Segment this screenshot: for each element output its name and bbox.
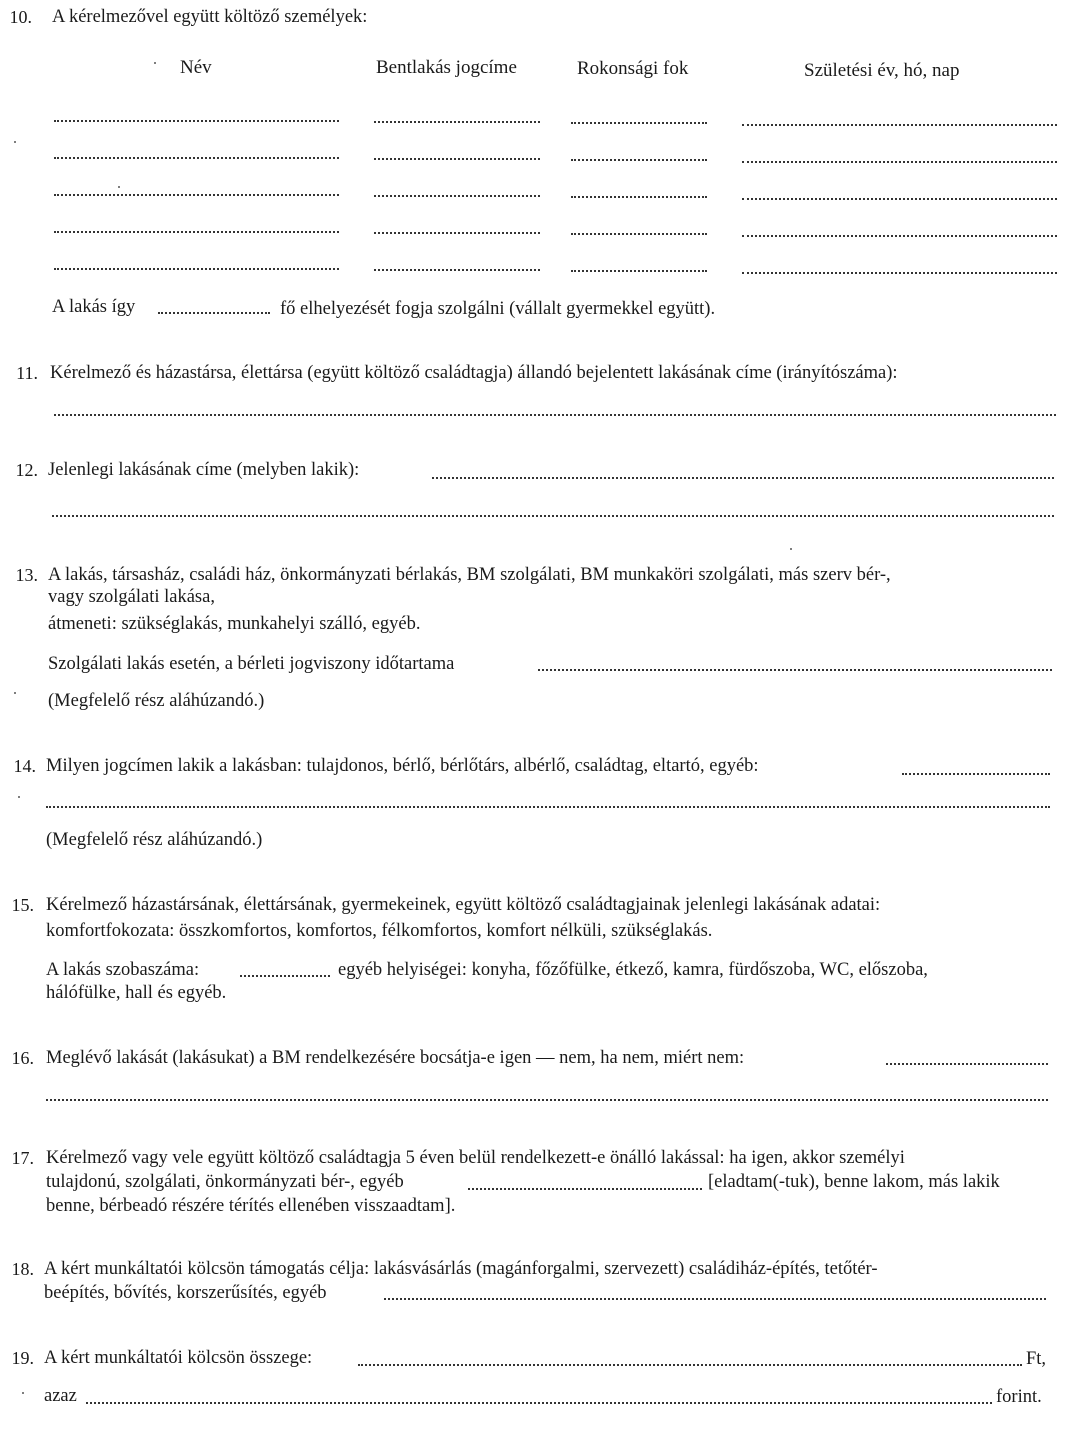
item-13-note: (Megfelelő rész aláhúzandó.) bbox=[48, 691, 265, 711]
relationship-field[interactable] bbox=[571, 159, 707, 161]
item-17-line-1: Kérelmező vagy vele együtt költöző családtagja 5 éven belül rendelkezett-e önálló lakással: ha igen, akkor személyi bbox=[46, 1148, 905, 1168]
relationship-field[interactable] bbox=[571, 122, 707, 124]
item-17-line-2-post: [eladtam(-tuk), benne lakom, más lakik bbox=[708, 1172, 1000, 1192]
scan-speck bbox=[154, 62, 156, 64]
loan-amount-unit: Ft, bbox=[1026, 1349, 1047, 1369]
item-13-line-3: átmeneti: szükséglakás, munkahelyi szálló, egyéb. bbox=[48, 614, 421, 634]
item-17-line-2: tulajdonú, szolgálati, önkormányzati bér-, egyéb bbox=[46, 1172, 404, 1192]
item-number: 11. bbox=[16, 363, 38, 383]
item-19-line-1: A kért munkáltatói kölcsön összege: bbox=[44, 1348, 313, 1368]
item-number: 12. bbox=[15, 460, 38, 480]
birth-date-field[interactable] bbox=[742, 235, 1057, 237]
column-header-birth-date: Születési év, hó, nap bbox=[804, 60, 960, 81]
lease-duration-field[interactable] bbox=[538, 669, 1052, 671]
scan-speck bbox=[14, 141, 16, 143]
current-address-field[interactable] bbox=[432, 477, 1054, 479]
loan-amount-field[interactable] bbox=[358, 1364, 1022, 1366]
item-11-text: Kérelmező és házastársa, élettársa (együtt költöző családtagja) állandó bejelentett lakásának címe (irányítószáma): bbox=[50, 363, 898, 383]
item-16-text: Meglévő lakását (lakásukat) a BM rendelkezésére bocsátja-e igen — nem, ha nem, miért nem: bbox=[46, 1048, 745, 1068]
scan-speck bbox=[790, 548, 792, 550]
item-15-line-1: Kérelmező házastársának, élettársának, gyermekeinek, együtt költöző családtagjainak jelenlegi lakásának adatai: bbox=[46, 895, 881, 915]
item-13-line-1: A lakás, társasház, családi ház, önkormányzati bérlakás, BM szolgálati, BM munkaköri szolgálati, más szerv bér-, bbox=[48, 565, 891, 585]
item-number: 16. bbox=[11, 1048, 34, 1068]
item-15-line-4: hálófülke, hall és egyéb. bbox=[46, 983, 227, 1003]
item-12-text: Jelenlegi lakásának címe (melyben lakik): bbox=[48, 460, 360, 480]
item-number: 17. bbox=[11, 1148, 34, 1168]
name-field[interactable] bbox=[54, 231, 339, 233]
birth-date-field[interactable] bbox=[742, 272, 1057, 274]
scan-speck bbox=[22, 1392, 24, 1394]
room-count-field[interactable] bbox=[240, 975, 330, 977]
column-header-residence-title: Bentlakás jogcíme bbox=[376, 57, 517, 78]
item-18-line-1: A kért munkáltatói kölcsön támogatás célja: lakásvásárlás (magánforgalmi, szervezett) családiház-építés, tetőtér- bbox=[44, 1259, 878, 1279]
residence-title-field[interactable] bbox=[374, 232, 540, 234]
birth-date-field[interactable] bbox=[742, 124, 1057, 126]
birth-date-field[interactable] bbox=[742, 198, 1057, 200]
loan-amount-words-unit: forint. bbox=[996, 1387, 1042, 1407]
item-15-rooms-post: egyéb helyiségei: konyha, főzőfülke, étkező, kamra, fürdőszoba, WC, előszoba, bbox=[338, 960, 928, 980]
item-18-line-2: beépítés, bővítés, korszerűsítés, egyéb bbox=[44, 1283, 327, 1303]
relationship-field[interactable] bbox=[571, 270, 707, 272]
name-field[interactable] bbox=[54, 120, 339, 122]
item-15-line-2: komfortfokozata: összkomfortos, komfortos, félkomfortos, komfort nélküli, szükséglakás. bbox=[46, 921, 713, 941]
residence-title-field[interactable] bbox=[374, 158, 540, 160]
relationship-field[interactable] bbox=[571, 196, 707, 198]
name-field[interactable] bbox=[54, 268, 339, 270]
residence-title-field[interactable] bbox=[374, 195, 540, 197]
item-number: 13. bbox=[15, 565, 38, 585]
item-number: 10. bbox=[9, 7, 32, 27]
birth-date-field[interactable] bbox=[742, 161, 1057, 163]
item-10-title: A kérelmezővel együtt költöző személyek: bbox=[52, 7, 368, 27]
reason-field-2[interactable] bbox=[46, 1099, 1048, 1101]
item-14-text: Milyen jogcímen lakik a lakásban: tulajdonos, bérlő, bérlőtárs, albérlő, családtag, eltartó, egyéb: bbox=[46, 756, 759, 776]
household-size-label-post: fő elhelyezését fogja szolgálni (vállalt gyermekkel együtt). bbox=[280, 299, 716, 319]
name-field[interactable] bbox=[54, 194, 339, 196]
item-number: 15. bbox=[11, 895, 34, 915]
scan-speck bbox=[18, 796, 20, 798]
residence-title-field[interactable] bbox=[374, 121, 540, 123]
item-19-line-2: azaz bbox=[44, 1386, 77, 1406]
item-13-line-4: Szolgálati lakás esetén, a bérleti jogviszony időtartama bbox=[48, 654, 455, 674]
loan-purpose-other-field[interactable] bbox=[384, 1298, 1046, 1300]
household-size-field[interactable] bbox=[158, 312, 270, 314]
item-15-rooms-label: A lakás szobaszáma: bbox=[46, 960, 200, 980]
reason-field[interactable] bbox=[886, 1063, 1048, 1065]
name-field[interactable] bbox=[54, 157, 339, 159]
item-14-note: (Megfelelő rész aláhúzandó.) bbox=[46, 830, 263, 850]
scan-speck bbox=[118, 186, 120, 188]
current-address-field-2[interactable] bbox=[52, 515, 1054, 517]
item-13-line-2: vagy szolgálati lakása, bbox=[48, 587, 215, 607]
item-number: 14. bbox=[13, 756, 36, 776]
household-size-label-pre: A lakás így bbox=[52, 297, 136, 317]
column-header-relationship: Rokonsági fok bbox=[577, 58, 689, 79]
tenure-other-field[interactable] bbox=[902, 773, 1050, 775]
item-number: 18. bbox=[11, 1259, 34, 1279]
loan-amount-words-field[interactable] bbox=[86, 1402, 992, 1404]
residence-title-field[interactable] bbox=[374, 269, 540, 271]
relationship-field[interactable] bbox=[571, 233, 707, 235]
scan-speck bbox=[14, 692, 16, 694]
item-17-line-3: benne, bérbeadó részére térítés ellenében visszaadtam]. bbox=[46, 1196, 456, 1216]
previous-flat-type-field[interactable] bbox=[468, 1188, 702, 1190]
item-number: 19. bbox=[11, 1348, 34, 1368]
permanent-address-field[interactable] bbox=[54, 414, 1056, 416]
tenure-other-field-2[interactable] bbox=[46, 806, 1050, 808]
column-header-name: Név bbox=[180, 57, 212, 78]
